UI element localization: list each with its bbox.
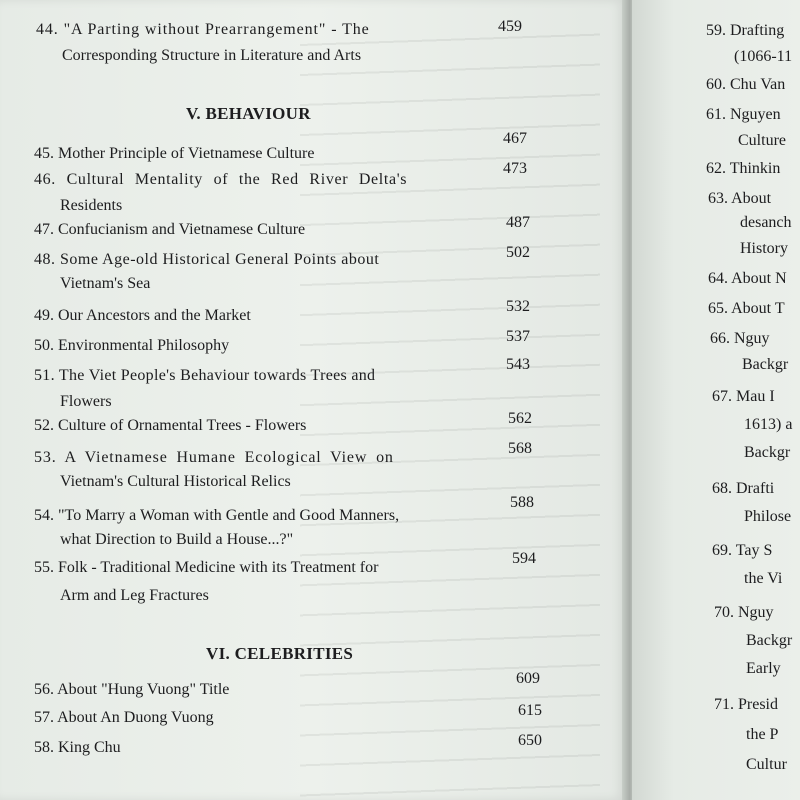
entry-line: 48. Some Age-old Historical General Points about bbox=[34, 251, 380, 268]
page-number: 467 bbox=[503, 130, 527, 147]
entry-line: 49. Our Ancestors and the Market bbox=[34, 307, 251, 324]
entry-line: 63. About bbox=[708, 190, 772, 207]
entry-line: Backgr bbox=[746, 632, 793, 649]
entry-line: Culture bbox=[738, 132, 786, 149]
entry-line: 52. Culture of Ornamental Trees - Flowers bbox=[34, 417, 307, 434]
section-title-celebrities: VI. CELEBRITIES bbox=[206, 644, 354, 663]
entry-line: Flowers bbox=[60, 393, 112, 410]
entry-line: Vietnam's Cultural Historical Relics bbox=[60, 473, 291, 490]
page-number: 568 bbox=[508, 440, 532, 457]
entry-line: 59. Drafting bbox=[706, 22, 785, 39]
section-title-behaviour: V. BEHAVIOUR bbox=[186, 104, 311, 123]
entry-line: 68. Drafti bbox=[712, 480, 775, 497]
page-number: 650 bbox=[518, 732, 542, 749]
entry-line: 58. King Chu bbox=[34, 739, 121, 756]
page-number: 594 bbox=[512, 550, 536, 567]
page-number: 609 bbox=[516, 670, 540, 687]
entry-line: 54. "To Marry a Woman with Gentle and Good Manners, bbox=[34, 507, 400, 524]
entry-line: History bbox=[740, 240, 788, 257]
page-number: 562 bbox=[508, 410, 532, 427]
page-number: 532 bbox=[506, 298, 530, 315]
entry-line: 60. Chu Van bbox=[706, 76, 786, 93]
entry-line: Corresponding Structure in Literature and Arts bbox=[62, 47, 362, 64]
entry-line: 46. Cultural Mentality of the Red River Delta's bbox=[34, 171, 408, 188]
entry-line: 67. Mau I bbox=[712, 388, 775, 405]
page-number: 473 bbox=[503, 160, 527, 177]
entry-line: 50. Environmental Philosophy bbox=[34, 337, 230, 354]
entry-line: desanch bbox=[740, 214, 792, 231]
entry-line: the Vi bbox=[744, 570, 783, 587]
entry-line: 55. Folk - Traditional Medicine with its Treatment for bbox=[34, 559, 379, 576]
entry-line: 1613) a bbox=[744, 416, 793, 433]
entry-line: 47. Confucianism and Vietnamese Culture bbox=[34, 221, 306, 238]
entry-line: the P bbox=[746, 726, 779, 743]
entry-line: Backgr bbox=[744, 444, 791, 461]
entry-line: 56. About "Hung Vuong" Title bbox=[34, 681, 230, 698]
entry-line: 65. About T bbox=[708, 300, 785, 317]
entry-line: (1066-11 bbox=[734, 48, 793, 65]
page-number: 588 bbox=[510, 494, 534, 511]
page-number: 615 bbox=[518, 702, 542, 719]
entry-line: 61. Nguyen bbox=[706, 106, 781, 123]
entry-line: Vietnam's Sea bbox=[60, 275, 151, 292]
entry-line: 57. About An Duong Vuong bbox=[34, 709, 214, 726]
entry-line: 69. Tay S bbox=[712, 542, 773, 559]
entry-line: Cultur bbox=[746, 756, 787, 773]
entry-line: 71. Presid bbox=[714, 696, 778, 713]
entry-line: 64. About N bbox=[708, 270, 787, 287]
entry-line: 45. Mother Principle of Vietnamese Culture bbox=[34, 145, 315, 162]
page-number: 502 bbox=[506, 244, 530, 261]
entry-line: 70. Nguy bbox=[714, 604, 774, 621]
entry-line: 53. A Vietnamese Humane Ecological View on bbox=[34, 449, 394, 466]
entry-line: Early bbox=[746, 660, 781, 677]
entry-line: 44. "A Parting without Prearrangement" - The bbox=[36, 21, 370, 38]
page-number: 543 bbox=[506, 356, 530, 373]
entry-line: Residents bbox=[60, 197, 123, 214]
entry-line: what Direction to Build a House...?" bbox=[60, 531, 294, 548]
entry-line: Philose bbox=[744, 508, 792, 525]
page-number: 537 bbox=[506, 328, 530, 345]
entry-line: Arm and Leg Fractures bbox=[60, 587, 209, 604]
entry-line: 66. Nguy bbox=[710, 330, 770, 347]
page-number: 459 bbox=[498, 18, 522, 35]
page-number: 487 bbox=[506, 214, 530, 231]
entry-line: 62. Thinkin bbox=[706, 160, 781, 177]
entry-line: 51. The Viet People's Behaviour towards Trees and bbox=[34, 367, 376, 384]
entry-line: Backgr bbox=[742, 356, 789, 373]
